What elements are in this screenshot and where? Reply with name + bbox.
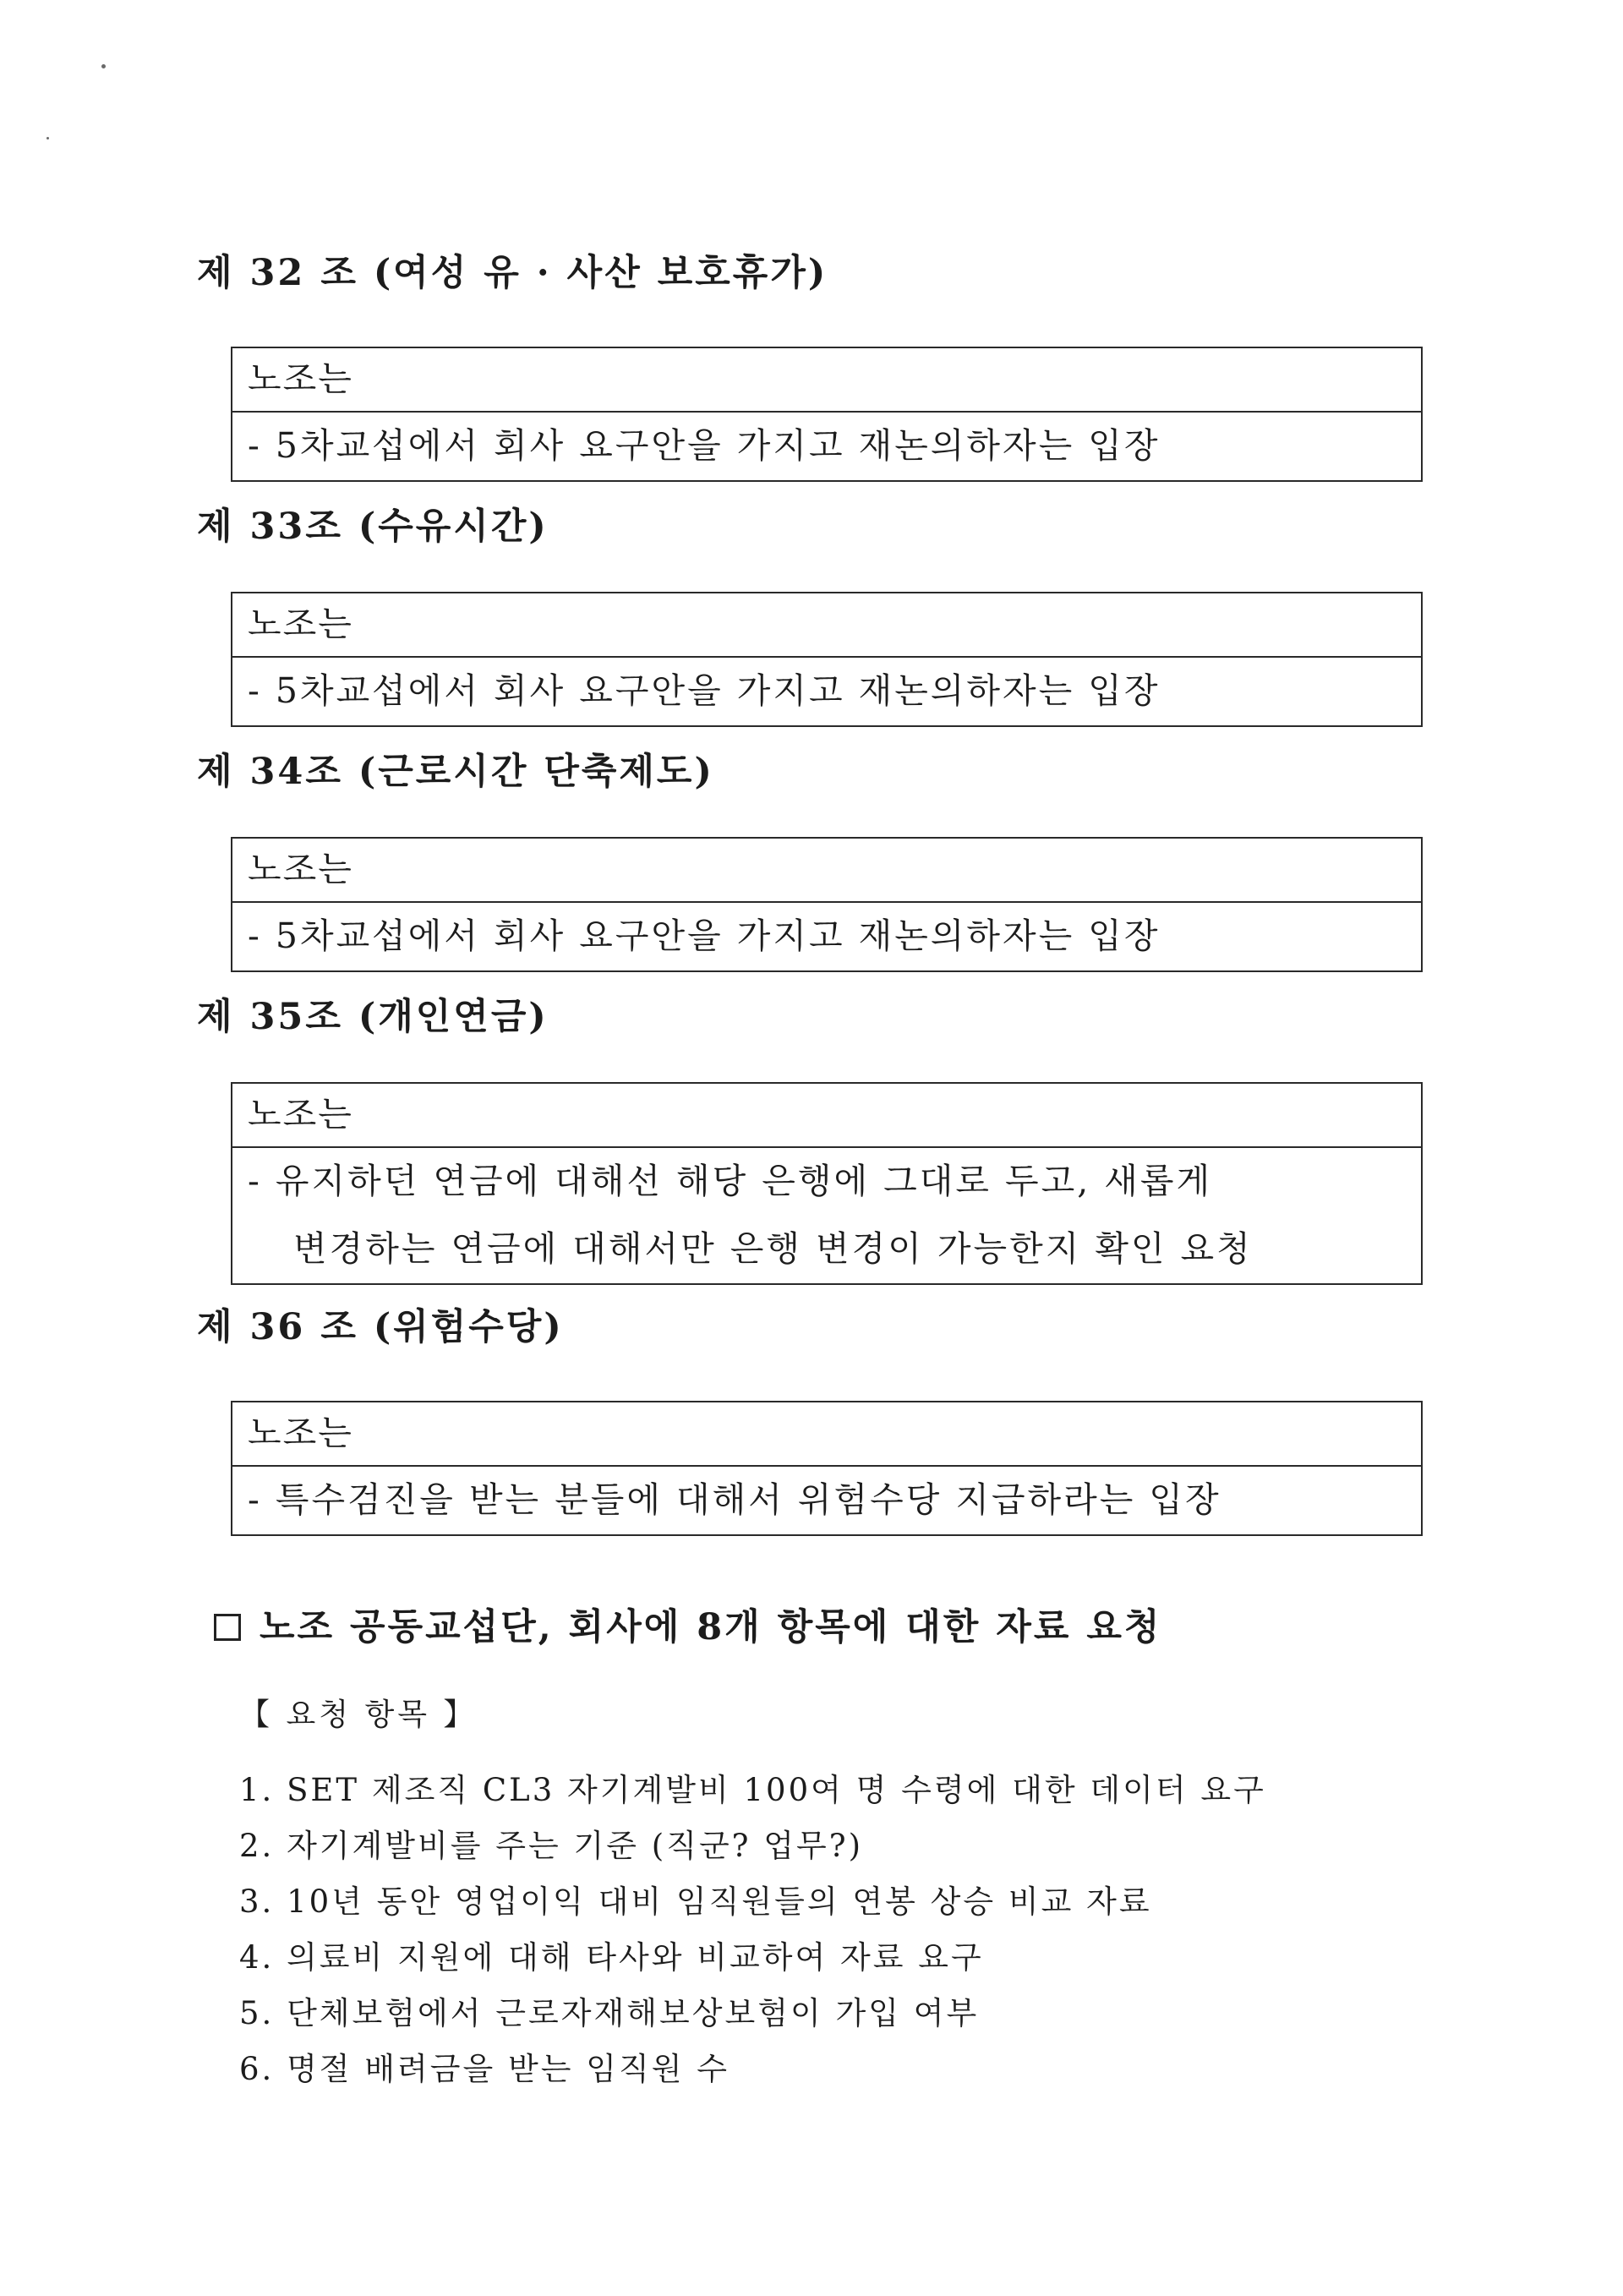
box-line: - 5차교섭에서 회사 요구안을 가지고 재논의하자는 입장 xyxy=(248,916,1161,956)
list-item: 2. 자기계발비를 주는 기준 (직군? 업무?) xyxy=(239,1828,864,1864)
box-body xyxy=(232,658,1421,725)
article-35-box xyxy=(231,1082,1423,1285)
box-line: - 5차교섭에서 회사 요구안을 가지고 재논의하자는 입장 xyxy=(248,670,1161,711)
article-34-box xyxy=(231,837,1423,972)
list-item: 4. 의료비 지원에 대해 타사와 비교하여 자료 요구 xyxy=(239,1939,984,1976)
article-36-heading: 제 36 조 (위험수당) xyxy=(197,1306,564,1348)
box-body xyxy=(232,903,1421,970)
list-item: 5. 단체보험에서 근로자재해보상보험이 가입 여부 xyxy=(239,1995,980,2031)
box-line-continuation: 변경하는 연금에 대해서만 은행 변경이 가능한지 확인 요청 xyxy=(293,1228,1253,1269)
box-head-label: 노조는 xyxy=(232,348,1421,413)
box-line: - 특수검진을 받는 분들에 대해서 위험수당 지급하라는 입장 xyxy=(248,1479,1221,1520)
list-item: 6. 명절 배려금을 받는 임직원 수 xyxy=(239,2051,730,2087)
box-body xyxy=(232,1467,1421,1534)
box-head-label: 노조는 xyxy=(232,1402,1421,1467)
request-section-title xyxy=(214,1602,1161,1653)
scan-speck xyxy=(46,137,49,139)
scan-speck xyxy=(101,64,106,68)
box-head-label: 노조는 xyxy=(232,1084,1421,1148)
article-32-box xyxy=(231,347,1423,482)
article-33-box xyxy=(231,592,1423,727)
article-36-box xyxy=(231,1401,1423,1536)
box-body xyxy=(232,413,1421,480)
list-item: 1. SET 제조직 CL3 자기계발비 100여 명 수령에 대한 데이터 요구 xyxy=(239,1772,1266,1808)
article-34-heading: 제 34조 (근로시간 단축제도) xyxy=(197,751,714,793)
article-35-heading: 제 35조 (개인연금) xyxy=(197,996,549,1038)
request-section-title-text: 노조 공동교섭단, 회사에 8개 항목에 대한 자료 요청 xyxy=(260,1606,1162,1648)
box-head-label: 노조는 xyxy=(232,839,1421,903)
request-list xyxy=(239,1763,1266,2097)
article-32-heading: 제 32 조 (여성 유 · 사산 보호휴가) xyxy=(197,252,828,294)
box-line: - 5차교섭에서 회사 요구안을 가지고 재논의하자는 입장 xyxy=(248,425,1161,466)
box-body xyxy=(232,1148,1421,1283)
box-line: - 유지하던 연금에 대해선 해당 은행에 그대로 두고, 새롭게 xyxy=(248,1161,1213,1201)
request-list-header: 【 요청 항목 】 xyxy=(239,1697,478,1732)
list-item: 3. 10년 동안 영업이익 대비 임직원들의 연봉 상승 비교 자료 xyxy=(239,1883,1152,1920)
box-head-label: 노조는 xyxy=(232,593,1421,658)
article-33-heading: 제 33조 (수유시간) xyxy=(197,506,549,548)
checkbox-icon xyxy=(214,1614,241,1641)
